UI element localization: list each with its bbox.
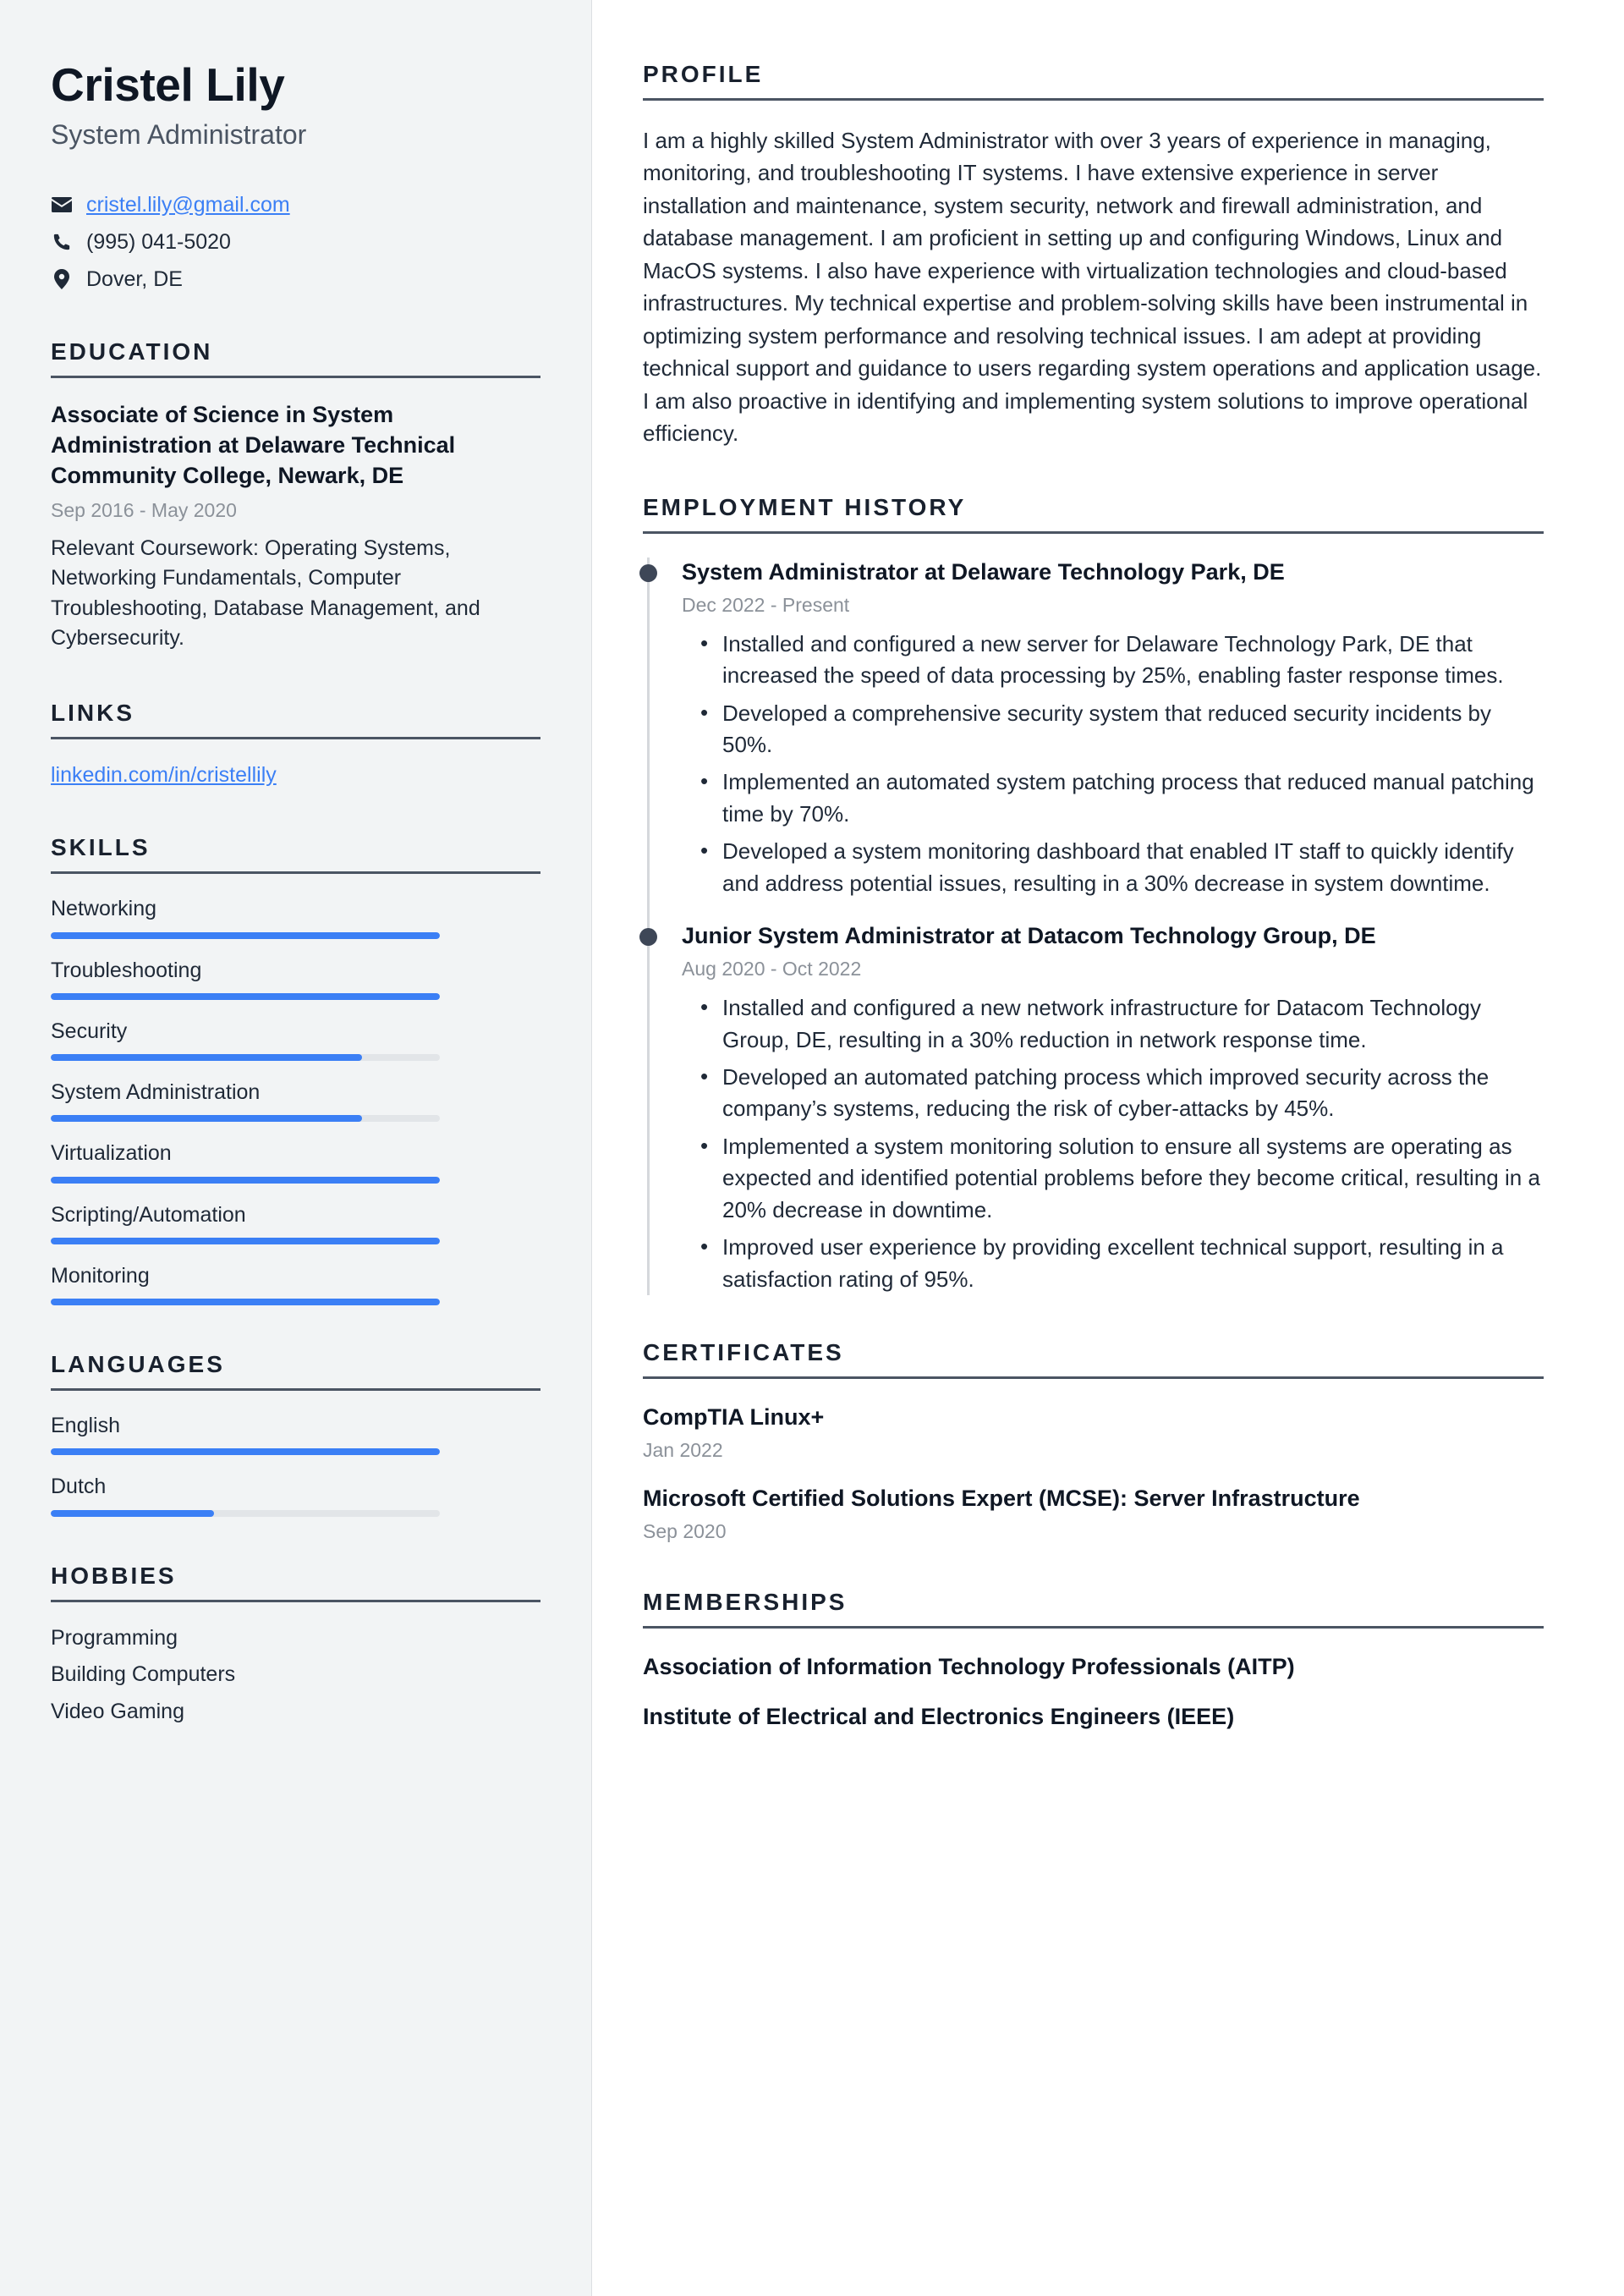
section-hobbies (51, 1563, 540, 1727)
certificate-title: Microsoft Certified Solutions Expert (MCSE): Server Infrastructure (643, 1486, 1360, 1512)
employment-heading: EMPLOYMENT HISTORY (643, 493, 967, 520)
membership-item: Institute of Electrical and Electronics Engineers (IEEE) (643, 1704, 1235, 1730)
hobby-item: Video Gaming (51, 1700, 184, 1723)
skill-item (51, 1079, 540, 1122)
skill-level-bar (51, 1177, 440, 1184)
skill-item (51, 958, 540, 1000)
certificate-date: Jan 2022 (643, 1439, 723, 1462)
skill-label: System Administration (51, 1080, 261, 1104)
section-skills (51, 834, 540, 1305)
certificates-list (643, 1403, 1544, 1545)
education-entry (51, 400, 540, 654)
skill-label: Virtualization (51, 1141, 172, 1166)
timeline-dot-icon (639, 928, 657, 946)
languages-rule (51, 1388, 540, 1391)
certificate-date: Sep 2020 (643, 1520, 727, 1543)
hobbies-heading: HOBBIES (51, 1562, 177, 1589)
certificate-item (643, 1484, 1544, 1545)
memberships-list (643, 1652, 1544, 1732)
employment-rule (643, 531, 1544, 534)
certificate-title: CompTIA Linux+ (643, 1404, 825, 1431)
skill-level-fill (51, 1238, 440, 1244)
language-level-fill (51, 1510, 214, 1517)
memberships-rule (643, 1626, 1544, 1629)
employment-bullet: • Developed a comprehensive security system that reduced security incidents by 50%. (722, 698, 1544, 761)
skill-item (51, 1202, 540, 1244)
skills-rule (51, 871, 540, 874)
employment-bullet: • Implemented an automated system patching process that reduced manual patching time by 70%. (722, 766, 1544, 830)
contact-row-email[interactable] (51, 191, 540, 218)
hobby-item: Building Computers (51, 1662, 236, 1687)
skill-item (51, 1019, 540, 1061)
education-heading: EDUCATION (51, 338, 213, 365)
section-education (51, 338, 540, 654)
phone-icon (51, 233, 73, 251)
education-description: Relevant Coursework: Operating Systems, Networking Fundamentals, Computer Troubleshooting, Database Management, and Cybersecurity. (51, 536, 480, 651)
skill-label: Troubleshooting (51, 958, 202, 982)
language-level-bar (51, 1510, 440, 1517)
main-column (592, 0, 1624, 2296)
language-label: Dutch (51, 1475, 107, 1499)
employment-role: System Administrator at Delaware Technology Park, DE (682, 558, 1285, 585)
employment-entry (682, 558, 1544, 899)
skill-label: Scripting/Automation (51, 1202, 246, 1227)
language-level-bar (51, 1448, 440, 1455)
languages-heading: LANGUAGES (51, 1351, 225, 1377)
language-label: English (51, 1414, 120, 1437)
skill-level-bar (51, 932, 440, 939)
links-heading: LINKS (51, 699, 134, 726)
map-pin-icon (51, 269, 73, 289)
contact-row-location (51, 266, 540, 293)
skill-level-fill (51, 932, 440, 939)
employment-bullet: • Developed an automated patching process which improved security across the company’s systems, reducing the risk of cyber-attacks by 45%. (722, 1062, 1544, 1125)
education-degree: Associate of Science in System Administration at Delaware Technical Community College, Newark, DE (51, 402, 456, 488)
section-certificates (643, 1339, 1544, 1545)
section-employment (643, 494, 1544, 1295)
membership-item: Association of Information Technology Professionals (AITP) (643, 1654, 1295, 1680)
skill-item (51, 1263, 540, 1305)
skills-heading: SKILLS (51, 834, 151, 861)
employment-date: Aug 2020 - Oct 2022 (682, 958, 862, 980)
employment-bullet: • Installed and configured a new network infrastructure for Datacom Technology Group, DE, resulting in a 30% reduction in network response time. (722, 992, 1544, 1056)
profile-heading: PROFILE (643, 61, 764, 87)
employment-bullets (682, 992, 1544, 1295)
phone-text: (995) 041-5020 (86, 229, 231, 254)
employment-bullet: • Improved user experience by providing excellent technical support, resulting in a satisfaction rating of 95%. (722, 1232, 1544, 1295)
skill-level-fill (51, 1054, 362, 1061)
education-date: Sep 2016 - May 2020 (51, 498, 237, 521)
skill-level-fill (51, 1115, 362, 1122)
employment-date: Dec 2022 - Present (682, 593, 850, 616)
certificates-rule (643, 1376, 1544, 1379)
timeline-dot-icon (639, 564, 657, 582)
employment-bullets (682, 629, 1544, 900)
skills-list (51, 896, 540, 1305)
contact-row-phone (51, 228, 540, 255)
certificate-item (643, 1403, 1544, 1464)
skill-item (51, 1140, 540, 1183)
profile-rule (643, 98, 1544, 101)
employment-bullet: • Installed and configured a new server for Delaware Technology Park, DE that increased the speed of data processing by 25%, enabling faster response times. (722, 629, 1544, 692)
language-level-fill (51, 1448, 440, 1455)
skill-level-fill (51, 1299, 440, 1305)
certificates-heading: CERTIFICATES (643, 1339, 844, 1366)
section-memberships (643, 1589, 1544, 1732)
hobbies-list (51, 1624, 540, 1727)
skill-level-bar (51, 1054, 440, 1061)
identity-block (51, 58, 540, 151)
employment-role: Junior System Administrator at Datacom Technology Group, DE (682, 923, 1376, 949)
location-text: Dover, DE (86, 266, 183, 291)
candidate-name: Cristel Lily (51, 58, 285, 111)
skill-label: Monitoring (51, 1263, 150, 1288)
email-link[interactable]: cristel.lily@gmail.com (86, 192, 290, 217)
candidate-job-title: System Administrator (51, 118, 307, 150)
skill-level-bar (51, 1115, 440, 1122)
skill-level-bar (51, 1238, 440, 1244)
employment-entry (682, 921, 1544, 1295)
skill-level-bar (51, 1299, 440, 1305)
envelope-icon (51, 197, 73, 212)
contact-block (51, 191, 540, 293)
languages-list (51, 1413, 540, 1517)
skill-item (51, 896, 540, 938)
section-links (51, 700, 540, 789)
language-item (51, 1413, 540, 1455)
hobby-item: Programming (51, 1625, 178, 1650)
skill-label: Networking (51, 897, 157, 921)
skill-level-bar (51, 993, 440, 1000)
skill-level-fill (51, 993, 440, 1000)
skill-label: Security (51, 1019, 128, 1043)
links-rule (51, 737, 540, 739)
employment-bullet: • Developed a system monitoring dashboard that enabled IT staff to quickly identify and address potential issues, resulting in a 30% decrease in system downtime. (722, 836, 1544, 899)
section-profile (643, 61, 1544, 450)
section-languages (51, 1351, 540, 1517)
sidebar (0, 0, 592, 2296)
education-rule (51, 376, 540, 378)
employment-timeline (647, 558, 1544, 1295)
profile-text: I am a highly skilled System Administrator with over 3 years of experience in managing, monitoring, and troubleshooting IT systems. I have extensive experience in server installation and maintenance, system security, network and firewall administration, and database management. I am proficient in setting up and configuring Windows, Linux and MacOS systems. I also have experience with virtualization technologies and cloud-based infrastructures. My technical expertise and problem-solving skills have been instrumental in optimizing system performance and resolving technical issues. I am adept at providing technical support and guidance to users regarding system operations and application usage. I am also proactive in identifying and implementing system solutions to improve operational efficiency. (643, 128, 1542, 447)
memberships-heading: MEMBERSHIPS (643, 1589, 848, 1616)
hobbies-rule (51, 1600, 540, 1602)
skill-level-fill (51, 1177, 440, 1184)
language-item (51, 1474, 540, 1516)
link-linkedin[interactable]: linkedin.com/in/cristellily (51, 762, 277, 787)
employment-bullet: • Implemented a system monitoring solution to ensure all systems are operating as expected and identified potential problems before they become critical, resulting in a 20% decrease in downtime. (722, 1131, 1544, 1226)
